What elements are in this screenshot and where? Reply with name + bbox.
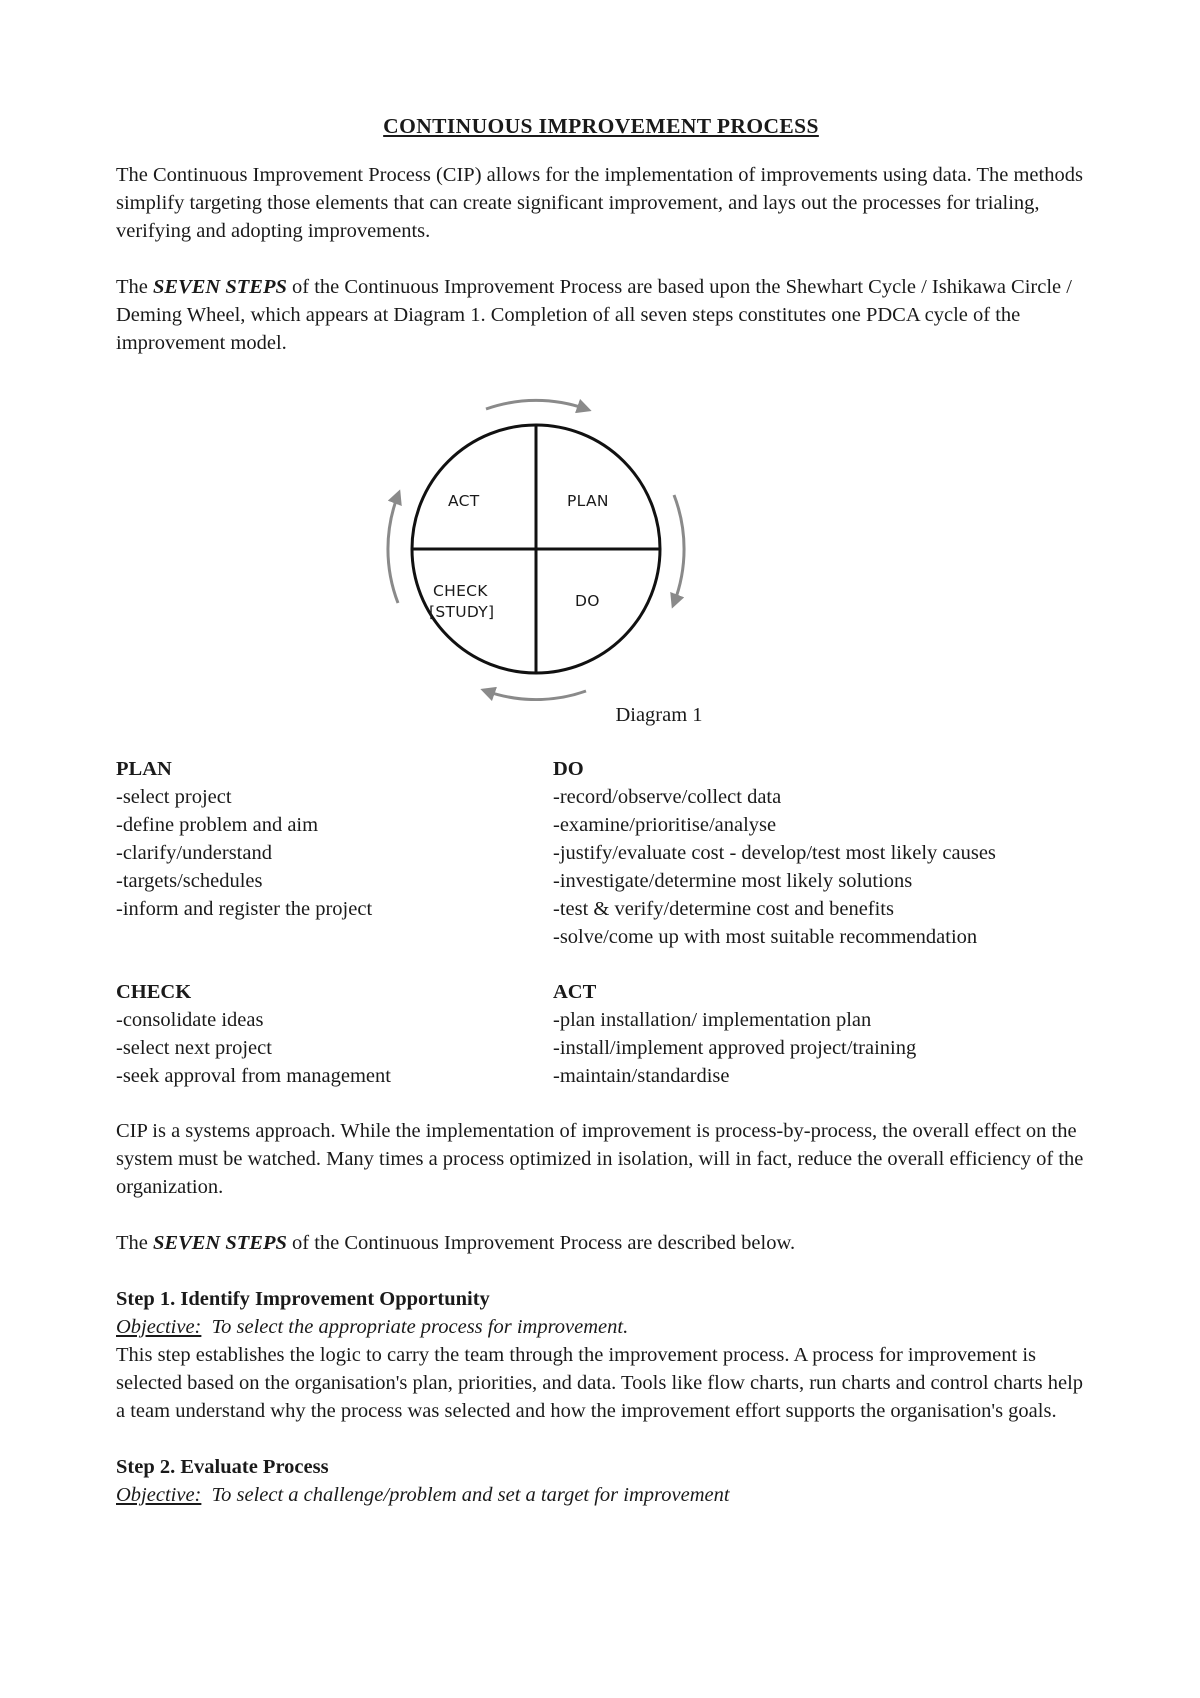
list-item: -solve/come up with most suitable recommendation bbox=[553, 926, 978, 948]
list-item: -inform and register the project bbox=[116, 898, 373, 920]
list-item: -investigate/determine most likely solutions bbox=[553, 870, 913, 892]
quadrant-plan-label: PLAN bbox=[567, 492, 609, 510]
phases-top-row bbox=[116, 755, 1086, 978]
diagram-caption: Diagram 1 bbox=[615, 704, 703, 726]
phase-do bbox=[553, 755, 1086, 951]
phase-act bbox=[553, 978, 1086, 1090]
seven-steps-emphasis: SEVEN STEPS bbox=[153, 276, 287, 298]
step-2 bbox=[116, 1453, 1086, 1509]
seven-steps-lead-2: The bbox=[116, 1232, 153, 1254]
list-item: -justify/evaluate cost - develop/test most likely causes bbox=[553, 842, 996, 864]
list-item: -maintain/standardise bbox=[553, 1065, 730, 1087]
list-item: -install/implement approved project/training bbox=[553, 1037, 917, 1059]
arrow-left bbox=[388, 495, 398, 603]
phases-bottom-row bbox=[116, 978, 1086, 1117]
step-2-objective-text: To select a challenge/problem and set a target for improvement bbox=[201, 1484, 730, 1506]
list-item: -test & verify/determine cost and benefits bbox=[553, 898, 894, 920]
step-1-objective-text: To select the appropriate process for improvement. bbox=[201, 1316, 629, 1338]
list-item: -define problem and aim bbox=[116, 814, 319, 836]
quadrant-study-label: [STUDY] bbox=[429, 603, 495, 621]
step-1-body: This step establishes the logic to carry the team through the improvement process. A process for improvement is selected based on the organisation's plan, priorities, and data. Tools like flow charts, run charts and control charts help a team understand why the process was selected and how the improvement effort supports the organisation's goals. bbox=[116, 1344, 1084, 1422]
list-item: -plan installation/ implementation plan bbox=[553, 1009, 872, 1031]
quadrant-do-label: DO bbox=[575, 592, 600, 610]
step-1-objective bbox=[116, 1313, 1086, 1341]
step-2-title: Step 2. Evaluate Process bbox=[116, 1456, 329, 1478]
arrow-right bbox=[674, 495, 684, 603]
phase-plan-heading: PLAN bbox=[116, 758, 172, 780]
list-item: -seek approval from management bbox=[116, 1065, 391, 1087]
pdca-diagram bbox=[116, 385, 1086, 701]
step-1-title: Step 1. Identify Improvement Opportunity bbox=[116, 1288, 490, 1310]
seven-steps-paragraph bbox=[116, 273, 1086, 357]
phase-check bbox=[116, 978, 553, 1090]
seven-steps-rest-2: of the Continuous Improvement Process are described below. bbox=[286, 1232, 796, 1254]
seven-steps-described-paragraph bbox=[116, 1229, 1086, 1257]
step-1-objective-label: Objective: bbox=[116, 1316, 202, 1338]
step-2-objective bbox=[116, 1481, 1086, 1509]
list-item: -targets/schedules bbox=[116, 870, 263, 892]
seven-steps-emphasis-2: SEVEN STEPS bbox=[153, 1232, 287, 1254]
phase-act-heading: ACT bbox=[553, 981, 597, 1003]
arrow-bottom bbox=[486, 691, 586, 700]
intro-paragraph: The Continuous Improvement Process (CIP) allows for the implementation of improvements using data. The methods simplify targeting those elements that can create significant improvement, and lays out the processes for trialing, verifying and adopting improvements. bbox=[116, 164, 1083, 242]
list-item: -examine/prioritise/analyse bbox=[553, 814, 777, 836]
list-item: -record/observe/collect data bbox=[553, 786, 782, 808]
seven-steps-lead: The bbox=[116, 276, 153, 298]
systems-paragraph: CIP is a systems approach. While the implementation of improvement is process-by-process, the overall effect on the system must be watched. Many times a process optimized in isolation, will in fact, reduce the overall efficiency of the organization. bbox=[116, 1120, 1084, 1198]
phase-plan bbox=[116, 755, 553, 951]
document-page bbox=[116, 112, 1086, 1509]
list-item: -consolidate ideas bbox=[116, 1009, 264, 1031]
phase-check-heading: CHECK bbox=[116, 981, 192, 1003]
list-item: -select next project bbox=[116, 1037, 272, 1059]
phase-do-heading: DO bbox=[553, 758, 584, 780]
document-title: CONTINUOUS IMPROVEMENT PROCESS bbox=[383, 114, 819, 138]
list-item: -clarify/understand bbox=[116, 842, 272, 864]
step-1 bbox=[116, 1285, 1086, 1425]
step-2-objective-label: Objective: bbox=[116, 1484, 202, 1506]
quadrant-act-label: ACT bbox=[448, 492, 480, 510]
pdca-cycle-svg bbox=[116, 385, 1086, 701]
list-item: -select project bbox=[116, 786, 232, 808]
seven-steps-rest: of the Continuous Improvement Process are based upon the Shewhart Cycle / Ishikawa Circle / Deming Wheel, which appears at Diagram 1. Completion of all seven steps constitutes one PDCA cycle of the improvement model. bbox=[116, 276, 1072, 354]
arrow-top bbox=[486, 400, 586, 409]
quadrant-check-label: CHECK bbox=[433, 582, 488, 600]
